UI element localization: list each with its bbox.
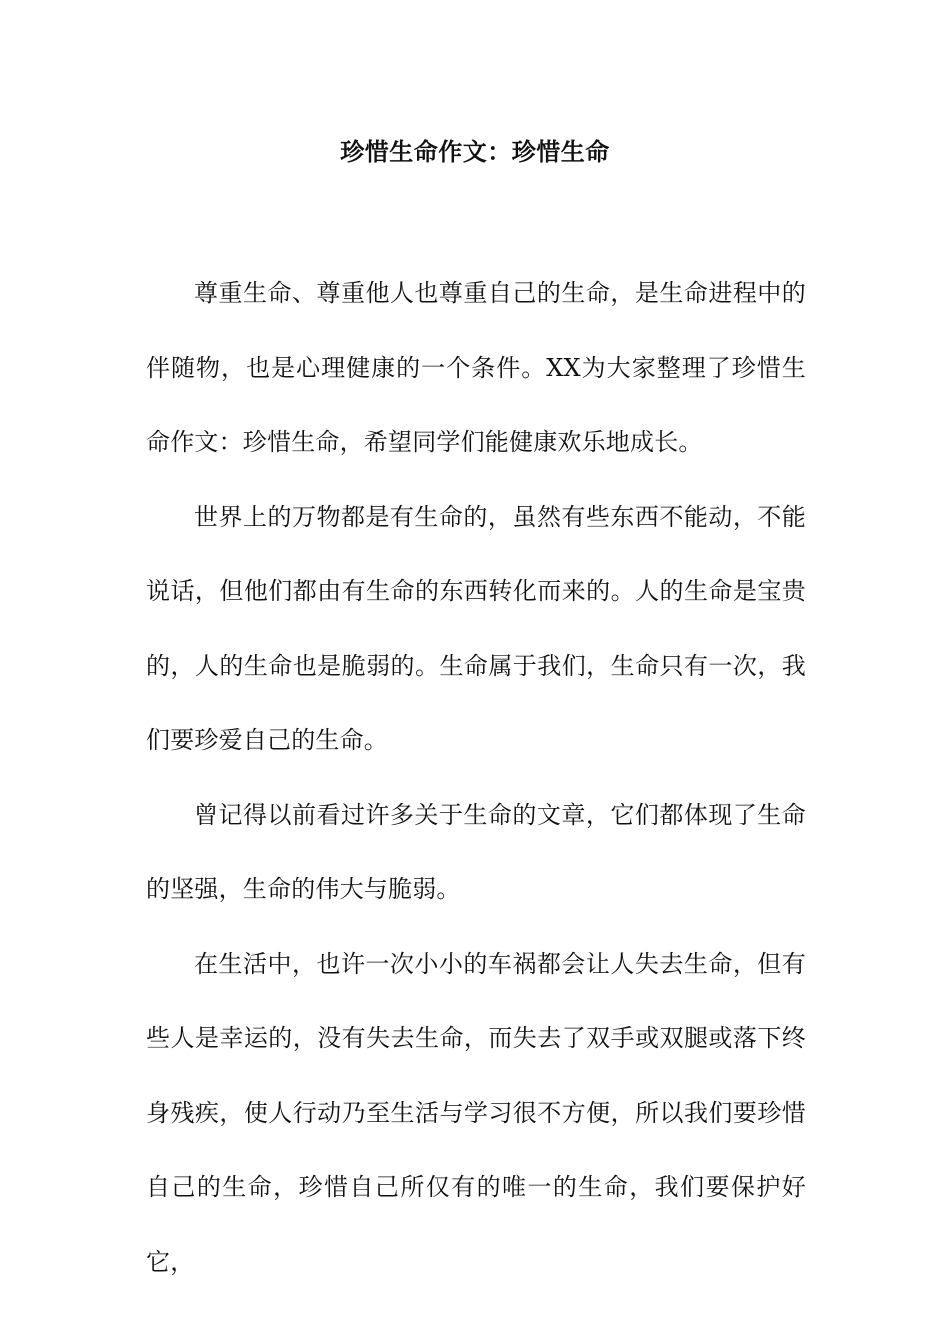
paragraph-1: 尊重生命、尊重他人也尊重自己的生命，是生命进程中的伴随物，也是心理健康的一个条件。XX为大家整理了珍惜生命作文：珍惜生命，希望同学们能健康欢乐地成长。 [146,279,806,456]
paragraph-2: 世界上的万物都是有生命的，虽然有些东西不能动，不能说话，但他们都由有生命的东西转化而来的。人的生命是宝贵的，人的生命也是脆弱的。生命属于我们，生命只有一次，我们要珍爱自己的生命。 [146,502,806,754]
document-title: 珍惜生命作文：珍惜生命 [340,137,610,166]
document-body [146,256,806,1299]
paragraph-4: 在生活中，也许一次小小的车祸都会让人失去生命，但有些人是幸运的，没有失去生命，而失去了双手或双腿或落下终身残疾，使人行动乃至生活与学习很不方便，所以我们要珍惜自己的生命，珍惜自己所仅有的唯一的生命，我们要保护好它， [146,949,806,1276]
paragraph-3: 曾记得以前看过许多关于生命的文章，它们都体现了生命的坚强，生命的伟大与脆弱。 [146,800,806,903]
